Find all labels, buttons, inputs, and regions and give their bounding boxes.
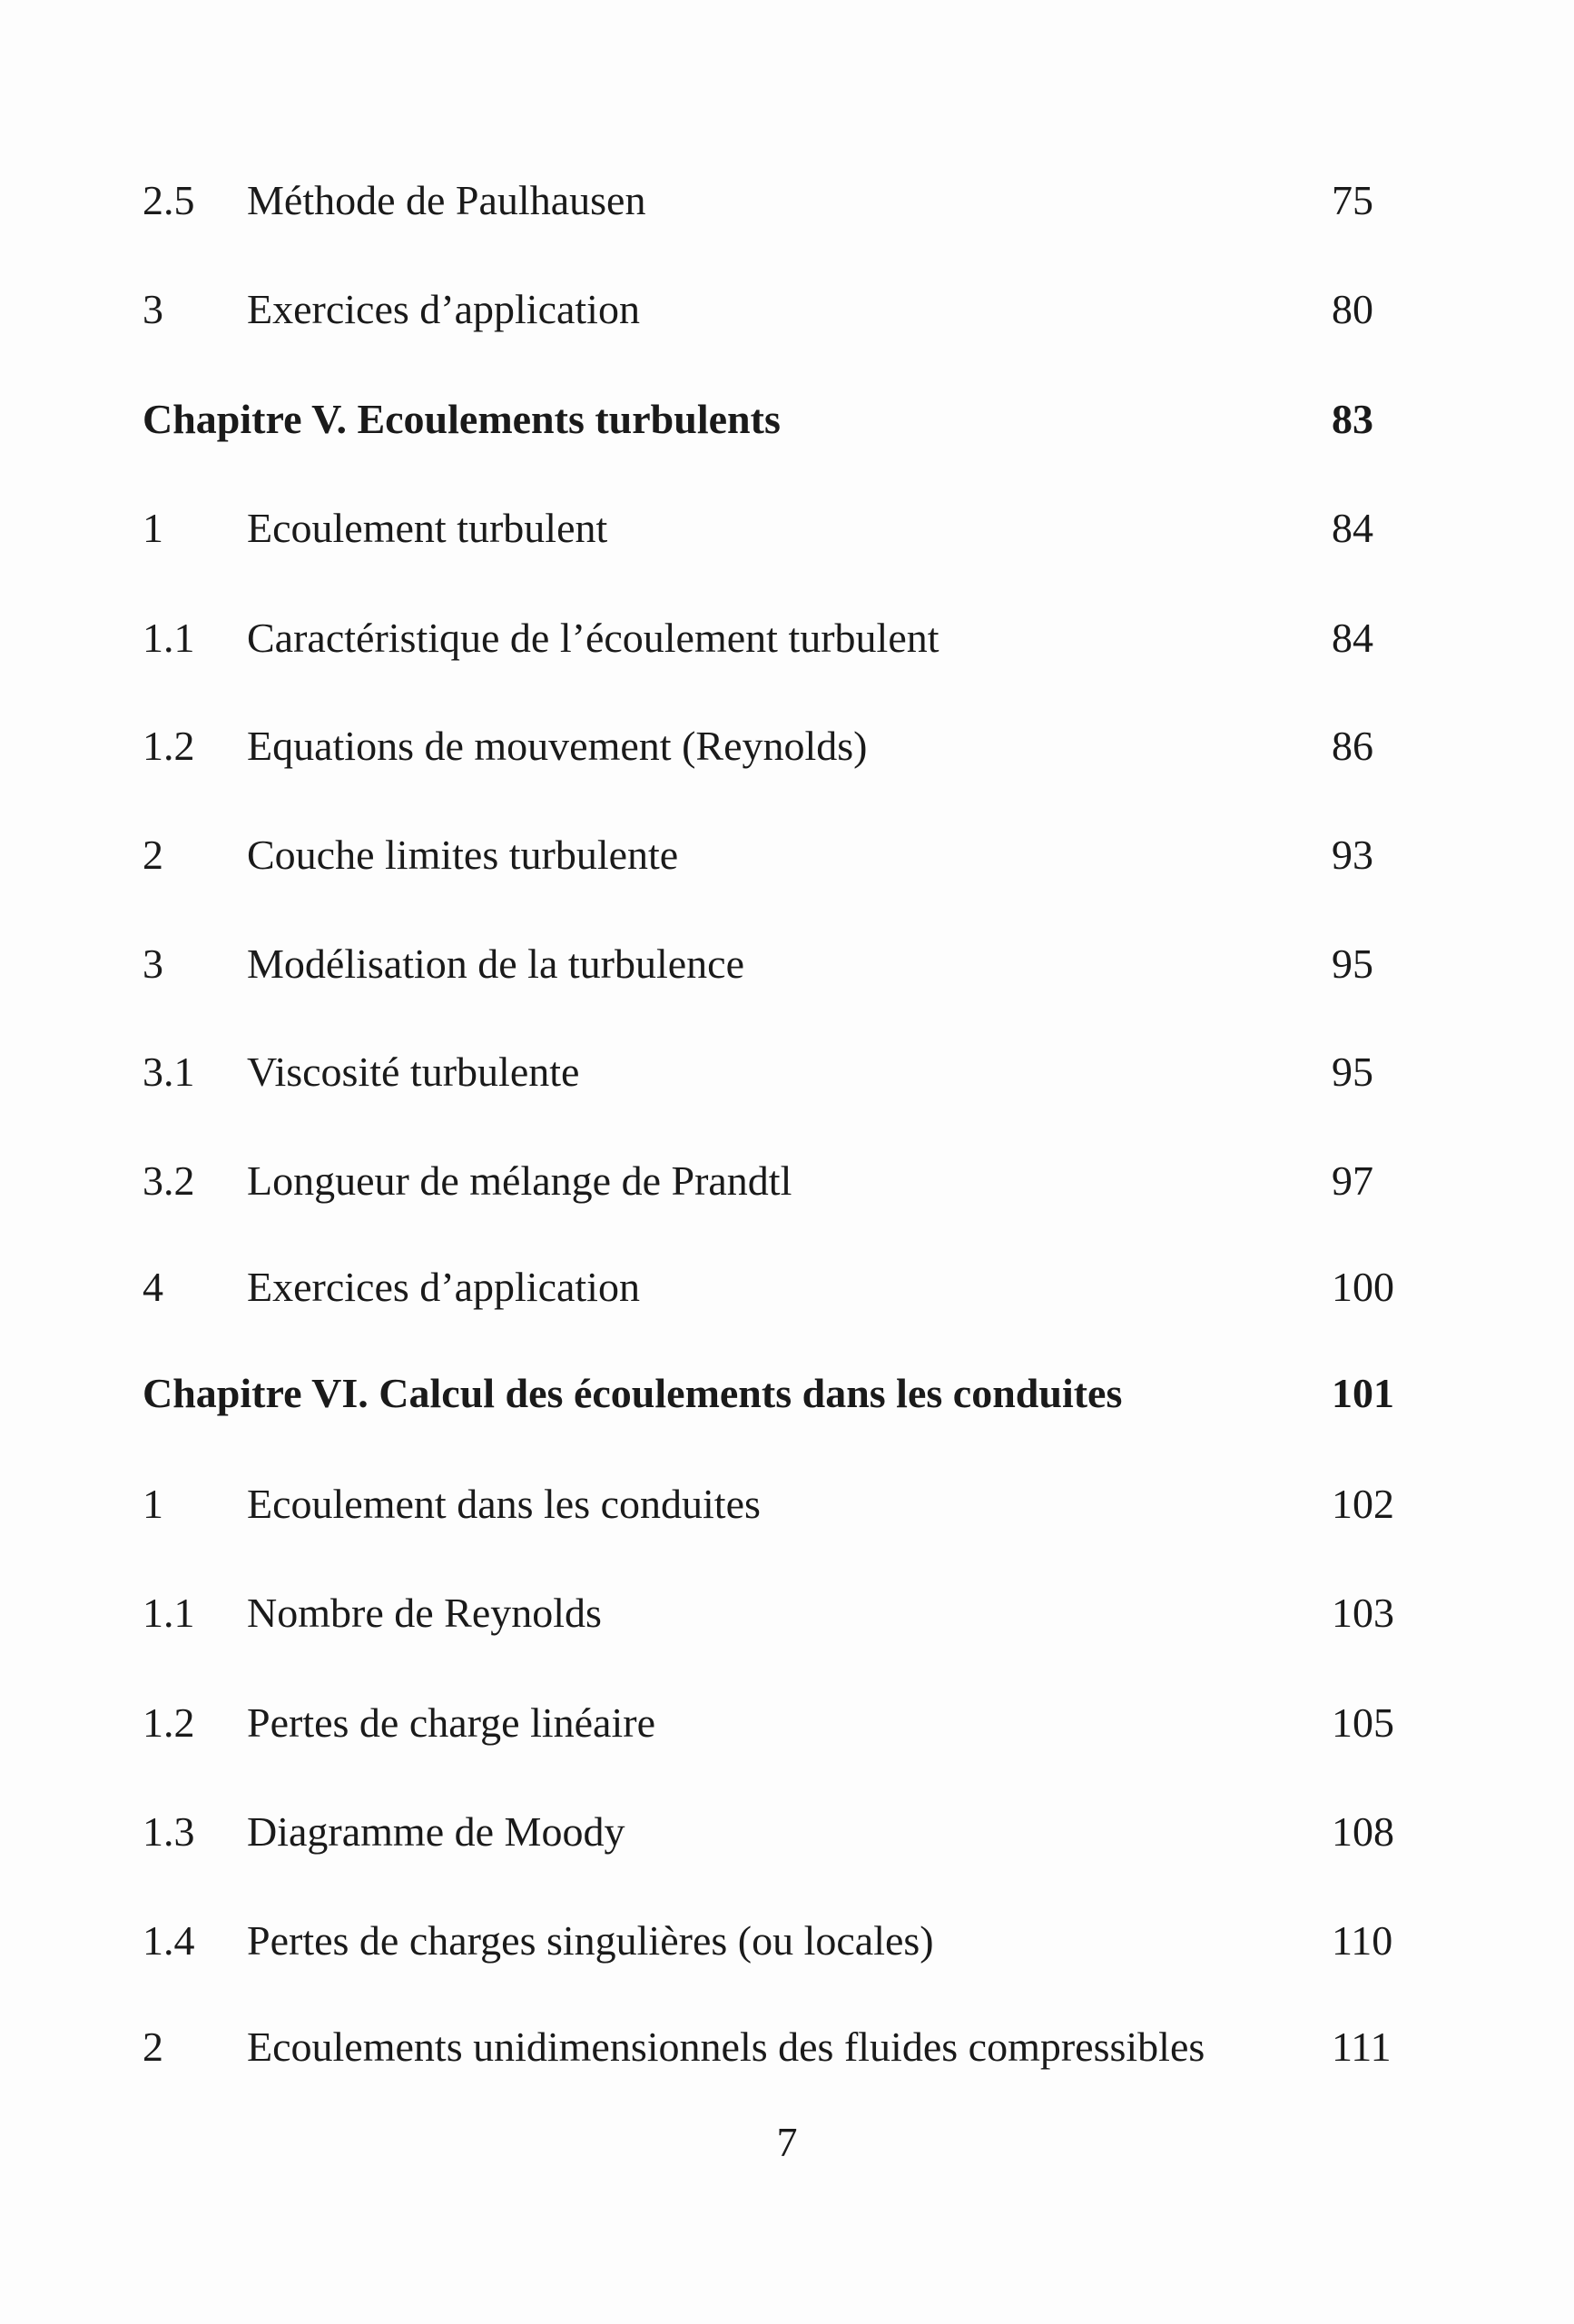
toc-entry-number: 1.1 bbox=[143, 615, 195, 661]
toc-entry bbox=[143, 1472, 1413, 1536]
toc-entry-number: 1.1 bbox=[143, 1590, 195, 1636]
toc-entry-page: 108 bbox=[1332, 1808, 1394, 1855]
toc-entry bbox=[143, 932, 1413, 996]
toc-entry-page: 110 bbox=[1332, 1917, 1393, 1964]
toc-entry-page: 75 bbox=[1332, 177, 1373, 223]
toc-entry bbox=[143, 1800, 1413, 1864]
toc-chapter-heading bbox=[143, 1362, 1413, 1425]
toc-chapter-title: Chapitre V. Ecoulements turbulents bbox=[143, 396, 781, 442]
toc-chapter-title: Chapitre VI. Calcul des écoulements dans les conduites bbox=[143, 1370, 1123, 1416]
page-number: 7 bbox=[776, 2119, 798, 2165]
toc-entry bbox=[143, 823, 1413, 887]
toc-entry-title: Couche limites turbulente bbox=[247, 832, 679, 878]
toc-entry-number: 3 bbox=[143, 286, 163, 332]
toc-entry-number: 4 bbox=[143, 1264, 163, 1310]
toc-entry-page: 84 bbox=[1332, 505, 1373, 551]
toc-entry-title: Longueur de mélange de Prandtl bbox=[247, 1157, 792, 1204]
toc-entry-title: Caractéristique de l’écoulement turbulent bbox=[247, 615, 939, 661]
toc-entry-page: 101 bbox=[1332, 1370, 1394, 1416]
toc-entry-number: 1.2 bbox=[143, 1699, 195, 1746]
toc-entry bbox=[143, 606, 1413, 670]
toc-entry-page: 84 bbox=[1332, 615, 1373, 661]
toc-entry-number: 2 bbox=[143, 832, 163, 878]
toc-entry-title: Diagramme de Moody bbox=[247, 1808, 625, 1855]
toc-entry-title: Exercices d’application bbox=[247, 286, 640, 332]
toc-entry bbox=[143, 1909, 1413, 1973]
toc-entry-number: 2.5 bbox=[143, 177, 195, 223]
toc-entry-page: 83 bbox=[1332, 396, 1373, 442]
toc-entry bbox=[143, 497, 1413, 560]
toc-entry bbox=[143, 1149, 1413, 1213]
toc-entry bbox=[143, 1040, 1413, 1104]
toc-entry-title: Ecoulement dans les conduites bbox=[247, 1481, 761, 1527]
toc-entry-title: Modélisation de la turbulence bbox=[247, 940, 745, 987]
toc-entry-page: 102 bbox=[1332, 1481, 1394, 1527]
toc-entry-page: 97 bbox=[1332, 1157, 1373, 1204]
toc-entry bbox=[143, 278, 1413, 341]
toc-entry-number: 3.2 bbox=[143, 1157, 195, 1204]
toc-entry-title: Méthode de Paulhausen bbox=[247, 177, 646, 223]
toc-entry bbox=[143, 2015, 1413, 2079]
toc-entry-title: Equations de mouvement (Reynolds) bbox=[247, 723, 868, 769]
toc-entry-page: 95 bbox=[1332, 1049, 1373, 1095]
toc-entry-page: 80 bbox=[1332, 286, 1373, 332]
toc-entry-number: 1.4 bbox=[143, 1917, 195, 1964]
toc-entry-title: Ecoulement turbulent bbox=[247, 505, 608, 551]
toc-chapter-heading bbox=[143, 388, 1413, 451]
toc-entry-number: 2 bbox=[143, 2024, 163, 2070]
toc-entry-page: 95 bbox=[1332, 940, 1373, 987]
toc-entry-title: Ecoulements unidimensionnels des fluides compressibles bbox=[247, 2024, 1205, 2070]
toc-entry bbox=[143, 714, 1413, 778]
toc-entry bbox=[143, 1581, 1413, 1645]
toc-entry-page: 105 bbox=[1332, 1699, 1394, 1746]
toc-entry-number: 1.3 bbox=[143, 1808, 195, 1855]
toc-entry-number: 1 bbox=[143, 505, 163, 551]
toc-entry-page: 103 bbox=[1332, 1590, 1394, 1636]
toc-entry-title: Pertes de charge linéaire bbox=[247, 1699, 655, 1746]
toc-entry-number: 3 bbox=[143, 940, 163, 987]
toc-entry bbox=[143, 1691, 1413, 1755]
toc-entry-number: 1.2 bbox=[143, 723, 195, 769]
toc-entry-page: 111 bbox=[1332, 2024, 1392, 2070]
toc-entry-page: 86 bbox=[1332, 723, 1373, 769]
toc-entry bbox=[143, 169, 1413, 232]
toc-entry-title: Nombre de Reynolds bbox=[247, 1590, 602, 1636]
toc-entry-number: 1 bbox=[143, 1481, 163, 1527]
toc-entry-title: Pertes de charges singulières (ou locales) bbox=[247, 1917, 934, 1964]
toc-entry-page: 100 bbox=[1332, 1264, 1394, 1310]
toc-entry-number: 3.1 bbox=[143, 1049, 195, 1095]
toc-entry-title: Viscosité turbulente bbox=[247, 1049, 580, 1095]
toc-entry-page: 93 bbox=[1332, 832, 1373, 878]
toc-entry-title: Exercices d’application bbox=[247, 1264, 640, 1310]
toc-entry bbox=[143, 1256, 1413, 1319]
